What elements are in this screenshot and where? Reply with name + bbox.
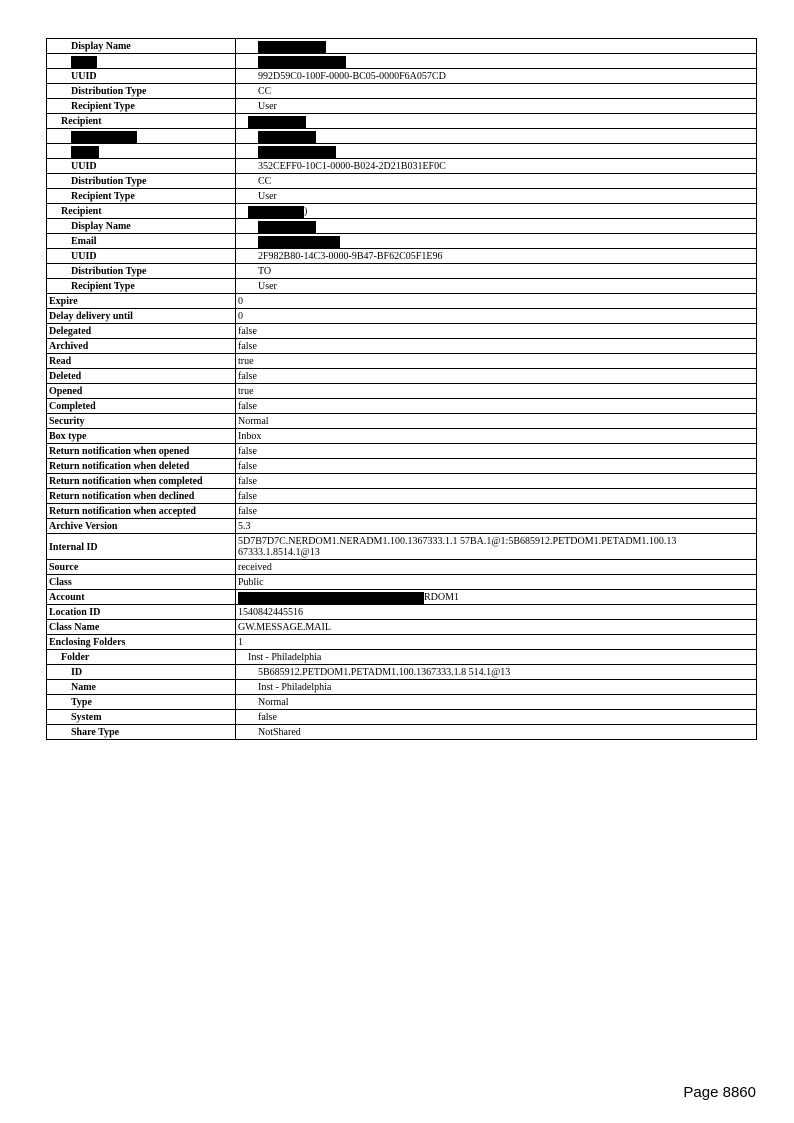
field-name-cell	[47, 620, 236, 635]
field-name: Internal ID	[49, 541, 98, 553]
table-row	[47, 219, 757, 234]
field-value: CC	[258, 176, 272, 187]
field-value: )	[304, 206, 308, 217]
field-name: Return notification when declined	[49, 491, 195, 502]
field-value-cell	[236, 725, 757, 740]
field-name: ID	[71, 667, 83, 678]
field-name-cell	[47, 324, 236, 339]
field-value-cell	[236, 144, 757, 159]
field-value: NotShared	[258, 727, 301, 738]
field-value-cell	[236, 69, 757, 84]
table-row	[47, 429, 757, 444]
field-value-cell	[236, 635, 757, 650]
table-row	[47, 39, 757, 54]
table-row	[47, 590, 757, 605]
field-name: Security	[49, 416, 85, 427]
field-name: Recipient	[61, 206, 102, 217]
field-name: Archive Version	[49, 521, 118, 532]
field-name-cell	[47, 369, 236, 384]
field-name: Distribution Type	[71, 86, 147, 97]
field-name: Folder	[61, 652, 90, 663]
redaction-block	[248, 206, 304, 219]
field-value: Inbox	[238, 431, 262, 442]
field-name-cell	[47, 354, 236, 369]
table-row	[47, 294, 757, 309]
field-name: Source	[49, 562, 79, 573]
field-name-cell	[47, 129, 236, 144]
field-value: false	[238, 326, 257, 337]
field-value: false	[238, 491, 257, 502]
field-name-cell	[47, 99, 236, 114]
field-value: Inst - Philadelphia	[248, 652, 322, 663]
field-name: Recipient	[61, 116, 102, 127]
table-row	[47, 129, 757, 144]
field-name: Recipient Type	[71, 191, 135, 202]
field-value-cell	[236, 414, 757, 429]
field-name-cell	[47, 504, 236, 519]
field-value-cell	[236, 279, 757, 294]
field-name: Return notification when completed	[49, 476, 203, 487]
field-name-cell	[47, 635, 236, 650]
table-row	[47, 264, 757, 279]
field-name-cell	[47, 534, 236, 560]
record-table-body	[47, 39, 757, 740]
field-value-cell	[236, 710, 757, 725]
field-name: Distribution Type	[71, 176, 147, 187]
field-value-cell	[236, 680, 757, 695]
table-row	[47, 174, 757, 189]
field-value-cell	[236, 459, 757, 474]
table-row	[47, 204, 757, 219]
table-row	[47, 384, 757, 399]
field-value-cell	[236, 474, 757, 489]
field-name-cell	[47, 590, 236, 605]
redaction-block	[258, 146, 336, 159]
table-row	[47, 324, 757, 339]
field-value-cell	[236, 189, 757, 204]
field-name: Delegated	[49, 326, 92, 337]
field-name-cell	[47, 144, 236, 159]
table-row	[47, 369, 757, 384]
field-name-cell	[47, 204, 236, 219]
field-value: false	[238, 401, 257, 412]
table-row	[47, 114, 757, 129]
field-name-cell	[47, 339, 236, 354]
field-name-cell	[47, 234, 236, 249]
field-name-cell	[47, 399, 236, 414]
field-value: TO	[258, 266, 272, 277]
redaction-block	[258, 131, 316, 144]
field-value-cell	[236, 369, 757, 384]
field-name: Display Name	[71, 41, 131, 52]
table-row	[47, 459, 757, 474]
field-name-cell	[47, 219, 236, 234]
field-name: Location ID	[49, 607, 101, 618]
field-name: UUID	[71, 71, 97, 82]
field-name: Opened	[49, 386, 83, 397]
field-value: RDOM1	[424, 592, 460, 603]
field-value-cell	[236, 575, 757, 590]
field-name: UUID	[71, 161, 97, 172]
field-value-cell	[236, 354, 757, 369]
record-table	[46, 38, 757, 740]
table-row	[47, 474, 757, 489]
redaction-block	[258, 221, 316, 234]
field-value: 5.3	[238, 521, 251, 532]
field-value: false	[258, 712, 277, 723]
field-value: 1540842445516	[238, 607, 303, 618]
field-name: Name	[71, 682, 96, 693]
field-value: User	[258, 281, 277, 292]
table-row	[47, 354, 757, 369]
field-name-cell	[47, 474, 236, 489]
field-value-cell	[236, 264, 757, 279]
field-value: 992D59C0-100F-0000-BC05-0000F6A057CD	[258, 71, 446, 82]
field-name-cell	[47, 429, 236, 444]
field-name-cell	[47, 84, 236, 99]
field-name-cell	[47, 309, 236, 324]
table-row	[47, 234, 757, 249]
field-name: Email	[71, 236, 97, 247]
redaction-block	[71, 56, 97, 69]
field-value: CC	[258, 86, 272, 97]
field-name-cell	[47, 384, 236, 399]
field-value-cell	[236, 129, 757, 144]
field-name: Display Name	[71, 221, 131, 232]
field-name: System	[71, 712, 102, 723]
field-name: Type	[71, 697, 92, 708]
field-name-cell	[47, 560, 236, 575]
field-name: Return notification when opened	[49, 446, 190, 457]
table-row	[47, 309, 757, 324]
table-row	[47, 680, 757, 695]
table-row	[47, 414, 757, 429]
field-name-cell	[47, 249, 236, 264]
field-value: false	[238, 506, 257, 517]
field-value-cell	[236, 620, 757, 635]
table-row	[47, 279, 757, 294]
field-value: false	[238, 461, 257, 472]
field-name: Distribution Type	[71, 266, 147, 277]
field-name-cell	[47, 575, 236, 590]
field-value: User	[258, 101, 277, 112]
field-name-cell	[47, 519, 236, 534]
field-value-cell	[236, 444, 757, 459]
table-row	[47, 159, 757, 174]
redaction-block	[258, 236, 340, 249]
field-value: 2F982B80-14C3-0000-9B47-BF62C05F1E96	[258, 251, 443, 262]
field-value: Normal	[238, 416, 269, 427]
field-name: Expire	[49, 296, 78, 307]
table-row	[47, 710, 757, 725]
field-name-cell	[47, 459, 236, 474]
field-name: Delay delivery until	[49, 311, 133, 322]
field-value: true	[238, 356, 254, 367]
field-value: 5D7B7D7C.NERDOM1.NERADM1.100.1367333.1.1 57BA.1@1:5B685912.PETDOM1.PETADM1.100.13 67333.1.8514.1@13	[238, 536, 677, 558]
field-value-cell	[236, 384, 757, 399]
field-name-cell	[47, 174, 236, 189]
field-value-cell	[236, 650, 757, 665]
field-value-cell	[236, 84, 757, 99]
field-name-cell	[47, 444, 236, 459]
field-value: User	[258, 191, 277, 202]
field-value-cell	[236, 324, 757, 339]
table-row	[47, 339, 757, 354]
field-value-cell	[236, 399, 757, 414]
field-value-cell	[236, 249, 757, 264]
field-value-cell	[236, 489, 757, 504]
table-row	[47, 605, 757, 620]
field-value: 0	[238, 311, 243, 322]
table-row	[47, 144, 757, 159]
field-name: Completed	[49, 401, 96, 412]
field-value-cell	[236, 204, 757, 219]
field-name: Return notification when accepted	[49, 506, 196, 517]
table-row	[47, 560, 757, 575]
field-value-cell	[236, 159, 757, 174]
page-number: Page 8860	[683, 1084, 756, 1101]
table-row	[47, 519, 757, 534]
field-value-cell	[236, 605, 757, 620]
field-value-cell	[236, 504, 757, 519]
field-value-cell	[236, 695, 757, 710]
table-row	[47, 84, 757, 99]
field-name-cell	[47, 114, 236, 129]
field-value: 0	[238, 296, 243, 307]
field-name-cell	[47, 650, 236, 665]
field-name: Account	[49, 592, 85, 603]
field-value: 352CEFF0-10C1-0000-B024-2D21B031EF0C	[258, 161, 446, 172]
field-value: received	[238, 562, 272, 573]
field-value: Normal	[258, 697, 289, 708]
field-value-cell	[236, 219, 757, 234]
field-value-cell	[236, 234, 757, 249]
field-name-cell	[47, 489, 236, 504]
table-row	[47, 695, 757, 710]
table-row	[47, 69, 757, 84]
field-value: false	[238, 476, 257, 487]
table-row	[47, 635, 757, 650]
field-name: UUID	[71, 251, 97, 262]
field-value: false	[238, 341, 257, 352]
field-name: Archived	[49, 341, 89, 352]
field-name-cell	[47, 710, 236, 725]
field-name-cell	[47, 159, 236, 174]
field-value: 1	[238, 637, 243, 648]
field-name-cell	[47, 54, 236, 69]
field-value-cell	[236, 534, 757, 560]
field-value-cell	[236, 519, 757, 534]
field-name: Deleted	[49, 371, 82, 382]
field-value-cell	[236, 99, 757, 114]
field-value-cell	[236, 560, 757, 575]
field-value: Inst - Philadelphia	[258, 682, 332, 693]
field-name: Return notification when deleted	[49, 461, 190, 472]
field-value: true	[238, 386, 254, 397]
table-row	[47, 99, 757, 114]
field-name-cell	[47, 189, 236, 204]
field-name-cell	[47, 695, 236, 710]
table-row	[47, 489, 757, 504]
field-value: 5B685912.PETDOM1.PETADM1.100.1367333.1.8 514.1@13	[258, 667, 511, 678]
redaction-block	[238, 592, 424, 605]
field-value-cell	[236, 174, 757, 189]
redaction-block	[258, 56, 346, 69]
field-name: Read	[49, 356, 72, 367]
field-name: Recipient Type	[71, 101, 135, 112]
table-row	[47, 249, 757, 264]
field-name-cell	[47, 605, 236, 620]
field-value-cell	[236, 114, 757, 129]
table-row	[47, 650, 757, 665]
redaction-block	[258, 41, 326, 54]
table-row	[47, 534, 757, 560]
table-row	[47, 189, 757, 204]
field-name-cell	[47, 725, 236, 740]
field-value-cell	[236, 294, 757, 309]
field-name-cell	[47, 69, 236, 84]
field-name: Share Type	[71, 727, 120, 738]
field-value: Public	[238, 577, 264, 588]
field-value: false	[238, 446, 257, 457]
field-name: Class	[49, 577, 72, 588]
table-row	[47, 504, 757, 519]
field-value-cell	[236, 54, 757, 69]
table-row	[47, 54, 757, 69]
redaction-block	[71, 131, 137, 144]
field-name: Recipient Type	[71, 281, 135, 292]
table-row	[47, 399, 757, 414]
field-value-cell	[236, 429, 757, 444]
table-row	[47, 620, 757, 635]
field-value-cell	[236, 665, 757, 680]
field-value: GW.MESSAGE.MAIL	[238, 622, 331, 633]
field-value-cell	[236, 309, 757, 324]
field-name-cell	[47, 294, 236, 309]
field-name-cell	[47, 39, 236, 54]
table-row	[47, 444, 757, 459]
field-name: Class Name	[49, 622, 100, 633]
table-row	[47, 575, 757, 590]
field-name-cell	[47, 665, 236, 680]
field-value-cell	[236, 339, 757, 354]
field-name-cell	[47, 414, 236, 429]
field-name-cell	[47, 264, 236, 279]
field-name-cell	[47, 279, 236, 294]
table-row	[47, 665, 757, 680]
field-name: Enclosing Folders	[49, 637, 126, 648]
field-name-cell	[47, 680, 236, 695]
redaction-block	[71, 146, 99, 159]
field-value-cell	[236, 39, 757, 54]
field-value-cell	[236, 590, 757, 605]
field-name: Box type	[49, 431, 87, 442]
table-row	[47, 725, 757, 740]
redaction-block	[248, 116, 306, 129]
field-value: false	[238, 371, 257, 382]
